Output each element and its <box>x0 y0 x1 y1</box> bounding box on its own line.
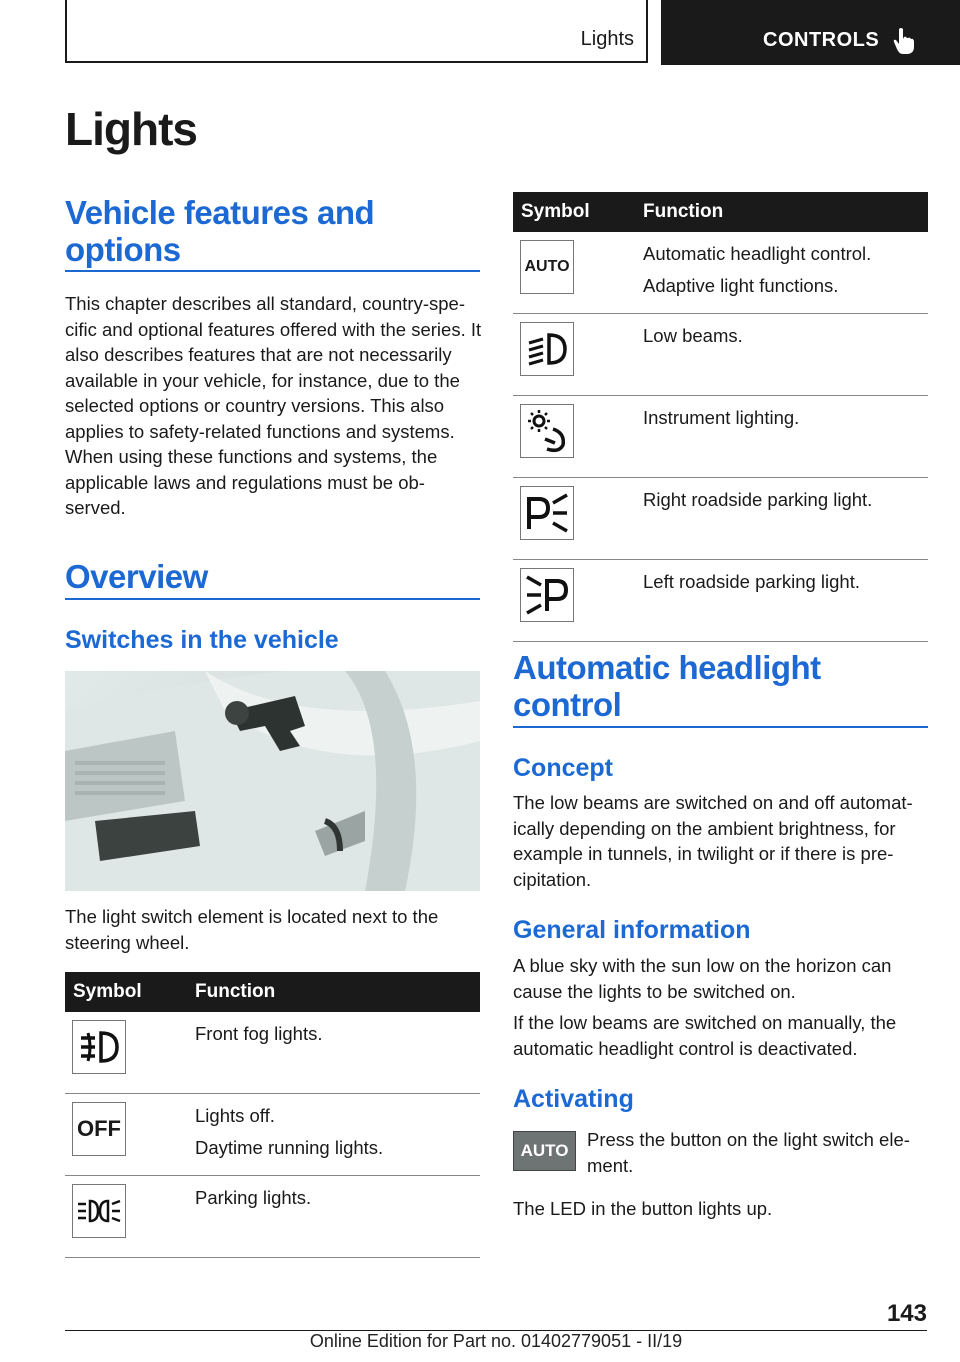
page-title: Lights <box>65 103 197 155</box>
function-text: Automatic headlight control. <box>643 243 872 264</box>
general-text-1: A blue sky with the sun low on the horizon can cause the lights to be switched on. <box>513 955 892 1002</box>
function-text: Parking lights. <box>195 1187 312 1208</box>
function-column-header: Function <box>635 192 928 232</box>
table-row <box>513 396 928 478</box>
concept-text: The low beams are switched on and off automat- ically depending on the ambient brightness, for example in tunnels, in twilight or if there is pre- cipitation. <box>513 792 913 890</box>
overview-heading: Overview <box>65 558 208 595</box>
parking-lights-icon <box>72 1184 126 1238</box>
led-text: The LED in the button lights up. <box>513 1198 773 1219</box>
table-row <box>65 1094 480 1176</box>
symbol-column-header: Symbol <box>65 972 187 1012</box>
running-header-section <box>65 0 648 63</box>
function-text: Lights off. <box>195 1105 275 1126</box>
table-row <box>513 232 928 314</box>
running-header-chapter <box>661 0 960 65</box>
table-row <box>513 314 928 396</box>
function-text: Low beams. <box>643 325 743 346</box>
footer-text: Online Edition for Part no. 01402779051 - II/19 <box>309 1331 683 1351</box>
hand-pointer-icon <box>893 27 915 55</box>
activating-heading: Activating <box>513 1085 634 1113</box>
function-text: Front fog lights. <box>195 1023 323 1044</box>
low-beams-icon <box>520 322 574 376</box>
activating-text: Press the button on the light switch ele- ment. <box>587 1129 910 1176</box>
auto-icon: AUTO <box>520 240 574 294</box>
general-text-2: If the low beams are switched on manually, the automatic headlight control is deactivated. <box>513 1012 897 1059</box>
right-parking-light-icon <box>520 486 574 540</box>
concept-heading: Concept <box>513 754 613 782</box>
table-row <box>65 1176 480 1258</box>
left-symbol-table <box>65 972 480 1258</box>
function-text: Right roadside parking light. <box>643 489 873 510</box>
heading-rule <box>513 726 928 728</box>
function-text: Adaptive light functions. <box>643 275 839 296</box>
table-row <box>513 478 928 560</box>
table-header-row <box>513 192 928 232</box>
function-text: Daytime running lights. <box>195 1137 384 1158</box>
header-chapter-label: CONTROLS <box>763 29 880 51</box>
heading-rule <box>65 598 480 600</box>
right-symbol-table <box>513 192 928 642</box>
vehicle-features-text: This chapter describes all standard, country-spe- cific and optional features offered with the series. It also describes features that are not necessarily available in your vehicle, for instance, due to the selected options or country versions. This also applies to safety-related functions and systems. When using these functions and systems, the applicable laws and regulations must be ob- served. <box>65 293 482 518</box>
instrument-lighting-icon <box>520 404 574 458</box>
auto-button-icon: AUTO <box>513 1131 576 1171</box>
header-section-label: Lights <box>580 28 634 50</box>
auto-headlight-heading: Automatic headlight control <box>513 649 821 723</box>
vehicle-features-heading: Vehicle features and options <box>65 194 375 268</box>
table-row <box>513 560 928 642</box>
left-parking-light-icon <box>520 568 574 622</box>
switches-heading: Switches in the vehicle <box>65 626 339 654</box>
switch-caption: The light switch element is located next to the steering wheel. <box>65 906 439 953</box>
table-header-row <box>65 972 480 1012</box>
function-text: Left roadside parking light. <box>643 571 860 592</box>
light-switch-photo <box>65 671 480 891</box>
general-information-heading: General information <box>513 916 751 944</box>
off-icon: OFF <box>72 1102 126 1156</box>
page-number: 143 <box>886 1300 927 1327</box>
heading-rule <box>65 270 480 272</box>
function-text: Instrument lighting. <box>643 407 800 428</box>
front-fog-lights-icon <box>72 1020 126 1074</box>
table-row <box>65 1012 480 1094</box>
function-column-header: Function <box>187 972 480 1012</box>
symbol-column-header: Symbol <box>513 192 635 232</box>
